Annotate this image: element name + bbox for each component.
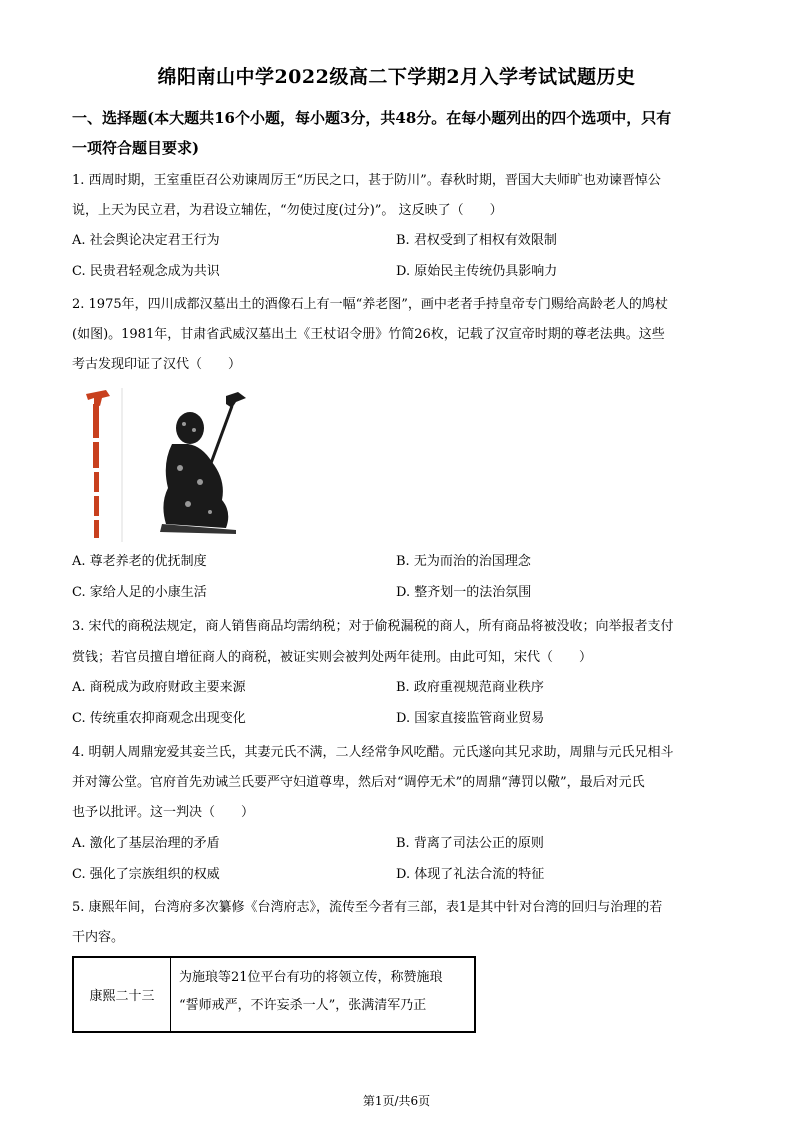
q2-stem-line1: 2. 1975年，四川成都汉墓出土的酒像石上有一幅“养老图”，画中老者手持皇帝专门赐给高龄老人的鸠杖 (72, 297, 668, 312)
q4-option-a[interactable]: A. 激化了基层治理的矛盾 (72, 836, 220, 851)
q1-option-a[interactable]: A. 社会舆论决定君王行为 (72, 233, 220, 248)
q2-option-b[interactable]: B. 无为而治的治国理念 (396, 554, 531, 569)
q4-option-d[interactable]: D. 体现了礼法合流的特征 (396, 867, 545, 882)
q4-option-b[interactable]: B. 背离了司法公正的原则 (396, 836, 544, 851)
table-content-line2: “誓师戒严，不许妄杀一人”，张满清军乃正 (179, 998, 427, 1013)
q5-stem-line2: 干内容。 (72, 930, 125, 945)
q3-stem-line2: 赏钱；若官员擅自增征商人的商税，被证实则会被判处两年徒刑。由此可知，宋代（ ） (72, 650, 593, 665)
page-number: 第1页/共6页 (362, 1094, 431, 1108)
q2-stem-line3: 考古发现印证了汉代（ ） (72, 357, 242, 372)
q2-stem-line2: (如图)。1981年，甘肃省武威汉墓出土《王杖诏令册》竹简26枚，记载了汉宣帝时期的尊老法典。这些 (72, 327, 665, 342)
elder-with-dove-staff-figure (76, 384, 256, 544)
q4-stem-line3: 也予以批评。这一判决（ ） (72, 805, 255, 820)
q2-option-d[interactable]: D. 整齐划一的法治氛围 (396, 585, 532, 600)
q2-option-c[interactable]: C. 家给人足的小康生活 (72, 585, 207, 600)
q3-option-d[interactable]: D. 国家直接监管商业贸易 (396, 711, 545, 726)
section-heading-line1: 一、选择题(本大题共16个小题，每小题3分，共48分。在每小题列出的四个选项中，只有 (72, 109, 672, 127)
q2-option-a[interactable]: A. 尊老养老的优抚制度 (72, 554, 207, 569)
q5-table (72, 956, 476, 1033)
q5-stem-line1: 5. 康熙年间，台湾府多次纂修《台湾府志》，流传至今者有三部，表1是其中针对台湾的回归与治理的若 (72, 900, 663, 915)
seated-elder-rubbing (160, 392, 246, 534)
q1-option-d[interactable]: D. 原始民主传统仍具影响力 (396, 264, 558, 279)
q3-option-c[interactable]: C. 传统重农抑商观念出现变化 (72, 711, 246, 726)
dove-staff-illustration (76, 384, 256, 544)
q3-option-b[interactable]: B. 政府重视规范商业秩序 (396, 680, 544, 695)
table-cell-content (171, 958, 474, 1031)
q1-stem-line2: 说，上天为民立君，为君设立辅佐，“勿使过度(过分)”。 这反映了（ ） (72, 203, 503, 218)
section-heading-line2: 一项符合题目要求) (72, 139, 200, 157)
table-content-line1: 为施琅等21位平台有功的将领立传，称赞施琅 (179, 970, 443, 985)
q1-stem-line1: 1. 西周时期，王室重臣召公劝谏周厉王“历民之口，甚于防川”。春秋时期，晋国大夫师旷也劝谏晋悼公 (72, 173, 661, 188)
q3-stem-line1: 3. 宋代的商税法规定，商人销售商品均需纳税；对于偷税漏税的商人，所有商品将被没收；向举报者支付 (72, 619, 674, 634)
q1-option-b[interactable]: B. 君权受到了相权有效限制 (396, 233, 557, 248)
q4-option-c[interactable]: C. 强化了宗族组织的权威 (72, 867, 220, 882)
q4-stem-line2: 并对簿公堂。官府首先劝诫兰氏要严守妇道尊卑，然后对“调停无术”的周鼎“薄罚以儆”，最后对元氏 (72, 775, 645, 790)
dove-staff-red (86, 390, 110, 538)
q4-stem-line1: 4. 明朝人周鼎宠爱其妾兰氏，其妻元氏不满，二人经常争风吃醋。元氏遂向其兄求助，周鼎与元氏兄相斗 (72, 745, 674, 760)
q1-option-c[interactable]: C. 民贵君轻观念成为共识 (72, 264, 220, 279)
page-title: 绵阳南山中学2022级高二下学期2月入学考试试题历史 (157, 66, 636, 88)
table-cell-period: 康熙二十三 (74, 958, 171, 1031)
q3-option-a[interactable]: A. 商税成为政府财政主要来源 (72, 680, 246, 695)
